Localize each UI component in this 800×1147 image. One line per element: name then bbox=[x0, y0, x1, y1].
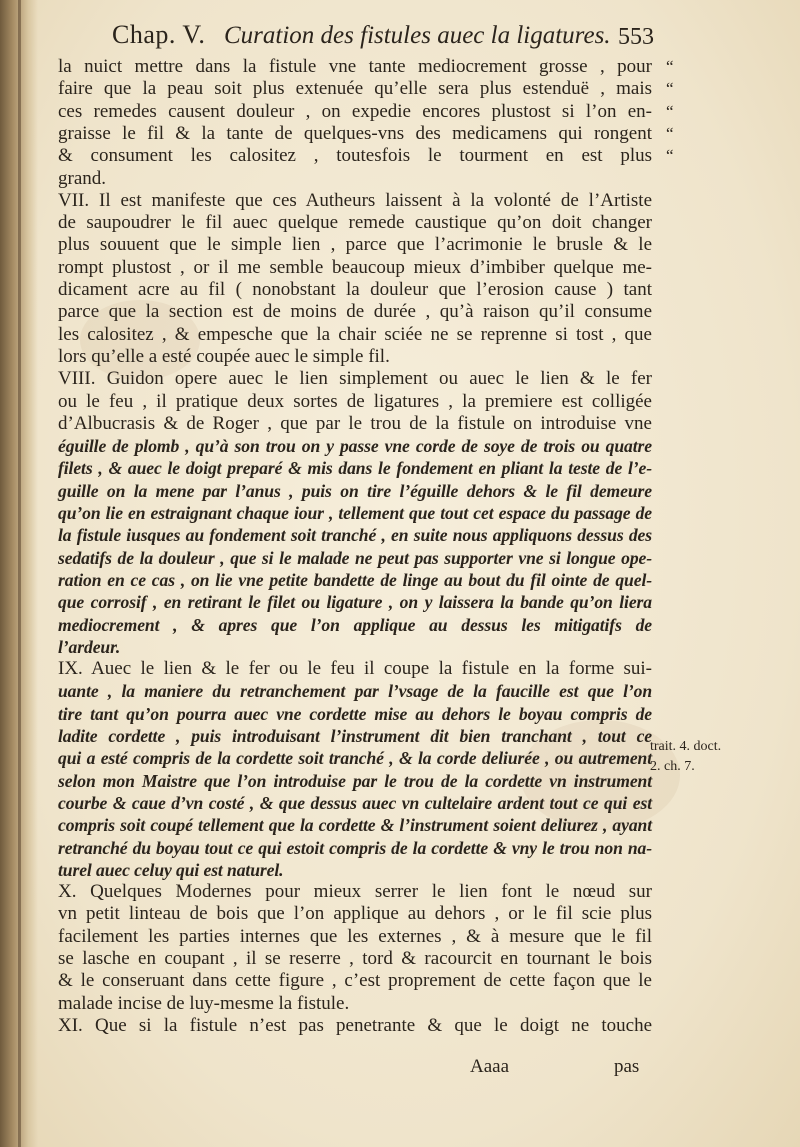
text-line: X. Quelques Modernes pour mieux serrer le lien font le nœud sur bbox=[58, 881, 652, 903]
quote-mark: “ bbox=[666, 123, 674, 143]
text-line: la nuict mettre dans la fistule vne tante mediocrement grosse , pour bbox=[58, 56, 652, 77]
text-line: mediocrement , & apres que l’on applique au dessus les mitigatifs de bbox=[58, 614, 652, 635]
quote-mark: “ bbox=[666, 146, 674, 166]
text-line: & consument les calositez , toutesfois le tourment en est plus bbox=[58, 145, 652, 167]
text-line: filets , & auec le doigt preparé & mis dans le fondement en pliant la teste de l’e- bbox=[58, 458, 652, 479]
margin-note-line-2: 2. ch. 7. bbox=[650, 759, 695, 774]
text-line: ladite cordette , puis introduisant l’instrument dit bien tranchant , tout ce bbox=[58, 726, 652, 746]
running-header bbox=[52, 20, 652, 60]
text-line: qui a esté compris de la cordette soit tranché , & la corde deliurée , ou autrement bbox=[58, 748, 652, 769]
chapter-label: Chap. V. bbox=[112, 20, 206, 49]
text-line: courbe & caue d’vn costé , & que dessus auec vn cultelaire ardent tout ce qui est bbox=[58, 792, 652, 813]
text-line: malade incise de luy-mesme la fistule. bbox=[58, 992, 350, 1014]
text-line: sedatifs de la douleur , que si le malade ne peut pas supporter vne si longue ope- bbox=[58, 547, 652, 568]
quote-mark: “ bbox=[666, 79, 674, 99]
text-line: vn petit linteau de bois que l’on applique au dehors , or le fil scie plus bbox=[58, 903, 652, 925]
text-line: uante , la maniere du retranchement par l’vsage de la faucille est que l’on bbox=[58, 681, 652, 702]
gutter-line bbox=[18, 0, 21, 1147]
text-line: ou le feu , il pratique deux sortes de ligatures , la premiere est colligée bbox=[58, 390, 652, 412]
text-line: éguille de plomb , qu’à son trou on y passe vne corde de soye de trois ou quatre bbox=[58, 436, 652, 457]
text-line: qu’on lie en estraignant chaque iour , tellement que tout cet espace du passage de bbox=[58, 503, 652, 523]
text-line: la fistule iusques au fondement soit tranché , en suite nous appliquons dessus des bbox=[58, 525, 652, 546]
text-line: lors qu’elle a esté coupée auec le simple fil. bbox=[58, 345, 390, 367]
text-line: retranché du boyau tout ce qui estoit compris de la cordette & vny le trou non na- bbox=[58, 837, 652, 858]
text-line: graisse le fil & la tante de quelques-vns des medicamens qui rongent bbox=[58, 122, 652, 144]
margin-note-line-1: trait. 4. doct. bbox=[650, 739, 722, 754]
text-line: facilement les parties internes que les externes , & à mesure que le fil bbox=[58, 925, 652, 947]
text-line: plus souuent que le simple lien , parce que l’acrimonie le brusle & le bbox=[58, 234, 652, 256]
text-line: parce que la section est de moins de durée , qu’à raison qu’il consume bbox=[58, 301, 652, 323]
text-line: & le conseruant dans cette figure , c’est proprement de cette façon que le bbox=[58, 970, 652, 992]
text-line: VII. Il est manifeste que ces Autheurs laissent à la volonté de l’Artiste bbox=[58, 189, 652, 211]
text-line: ration en ce cas , on lie vne petite bandette de linge au bout du fil ointe de quel- bbox=[58, 569, 652, 590]
text-line: IX. Auec le lien & le fer ou le feu il coupe la fistule en la forme sui- bbox=[58, 658, 652, 680]
text-line: VIII. Guidon opere auec le lien simplement ou auec le lien & le fer bbox=[58, 368, 652, 390]
text-line: guille on la mene par l’anus , puis on tire l’éguille dehors & le fil demeure bbox=[58, 480, 652, 501]
text-line: grand. bbox=[58, 167, 107, 189]
text-line: de saupoudrer le fil auec quelque remede caustique qu’on doit changer bbox=[58, 212, 652, 234]
signature-mark: Aaaa bbox=[470, 1056, 510, 1077]
catchword: pas bbox=[614, 1056, 640, 1077]
text-line: les calositez , & empesche que la chair sciée ne se reprenne si tost , que bbox=[58, 323, 652, 345]
text-line: se lasche en coupant , il se reserre , tord & racourcit en tournant le bois bbox=[58, 948, 652, 969]
text-line: XI. Que si la fistule n’est pas penetrante & que le doigt ne touche bbox=[58, 1014, 652, 1036]
text-line: turel auec celuy qui est naturel. bbox=[58, 859, 284, 880]
text-line: dicament acre au fil ( nonobstant la douleur que l’erosion cause ) tant bbox=[58, 279, 652, 300]
text-line: l’ardeur. bbox=[58, 636, 121, 657]
page-number: 553 bbox=[618, 24, 654, 50]
text-line: faire que la peau soit plus extenuée qu’elle sera plus estenduë , mais bbox=[58, 78, 652, 100]
text-line: compris soit coupé tellement que la cordette & l’instrument soient deliurez , ayant bbox=[58, 815, 652, 836]
text-line: rompt plustost , or il me semble beaucoup mieux d’imbiber quelque me- bbox=[58, 256, 652, 278]
chapter-title: Curation des fistules auec la ligatures. bbox=[224, 22, 611, 49]
text-line: d’Albucrasis & de Roger , que par le trou de la fistule on introduise vne bbox=[58, 412, 652, 434]
quote-mark: “ bbox=[666, 57, 674, 76]
quote-mark: “ bbox=[666, 101, 674, 121]
text-line: selon mon Maistre que l’on introduise par le trou de la cordette vn instrument bbox=[58, 770, 652, 791]
text-line: que corrosif , en retirant le filet ou ligature , on y laissera la bande qu’on liera bbox=[58, 592, 652, 613]
text-line: ces remedes causent douleur , on expedie encores plustost si l’on en- bbox=[58, 100, 652, 122]
text-line: tire tant qu’on pourra auec vne cordette mise au dehors le boyau compris de bbox=[58, 703, 652, 724]
